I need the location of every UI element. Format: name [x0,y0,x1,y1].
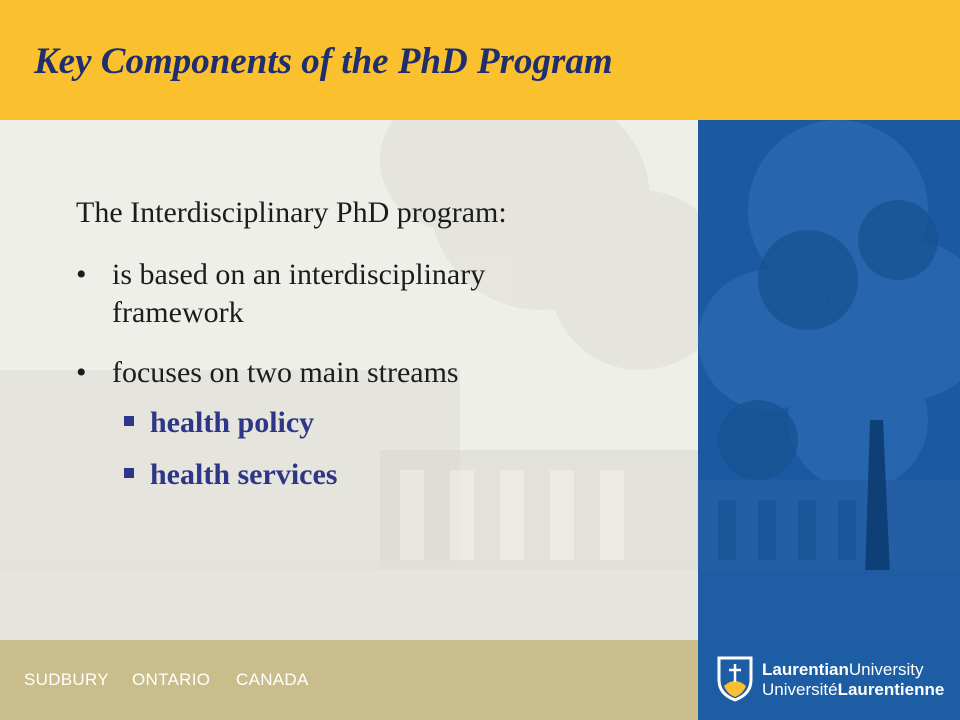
content-area [0,120,698,640]
bullet-text-line: is based on an interdisciplinary [112,258,486,291]
tree-photo-panel [698,120,960,640]
title-bar [0,0,960,120]
location-ontario: ONTARIO [132,670,211,689]
logo-name-french: UniversitéLaurentienne [762,680,945,699]
square-bullet-icon [124,416,134,426]
footer-bar [0,640,698,720]
location-sudbury: SUDBURY [24,670,109,689]
university-crest-icon [716,656,754,702]
location-canada: CANADA [236,670,309,689]
sub-bullet-text: health policy [150,406,315,439]
bullet-text-line: focuses on two main streams [112,356,459,389]
square-bullet-icon [124,468,134,478]
logo-name-english: LaurentianUniversity [762,660,924,679]
slide-title: Key Components of the PhD Program [34,41,613,82]
bullet-text-line: framework [112,296,244,329]
sub-bullet-item [124,406,314,440]
sub-bullet-item [124,458,337,492]
bullet-marker: • [76,356,87,389]
bullet-marker: • [76,258,87,291]
sub-bullet-text: health services [150,458,338,491]
intro-text: The Interdisciplinary PhD program: [76,196,507,229]
